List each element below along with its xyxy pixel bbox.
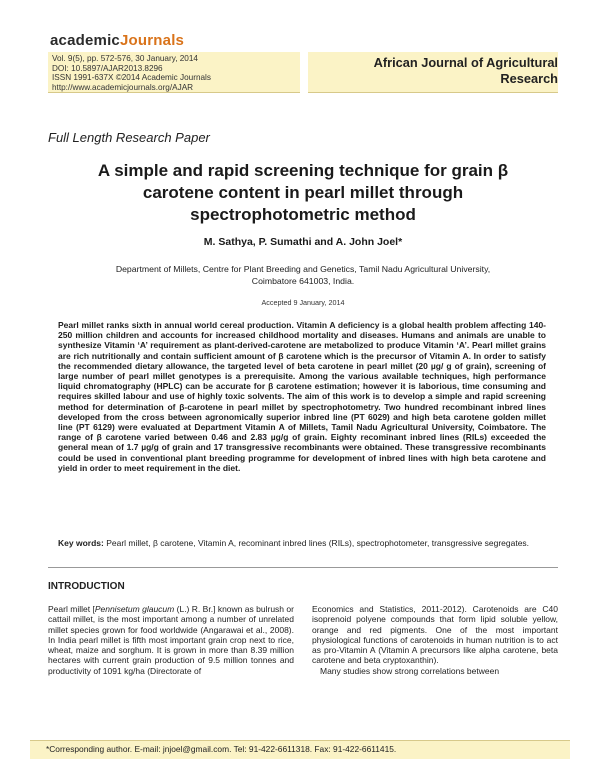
species-name: Pennisetum glaucum	[94, 604, 175, 614]
intro-column-right	[312, 604, 558, 676]
authors: M. Sathya, P. Sumathi and A. John Joel*	[203, 236, 403, 248]
publisher-logo	[50, 32, 184, 49]
keywords-label: Key words:	[58, 538, 104, 548]
intro-column-left	[48, 604, 294, 676]
logo-part-journals: Journals	[119, 32, 185, 49]
accepted-date: Accepted 9 January, 2014	[261, 298, 345, 307]
intro-paragraph: Economics and Statistics, 2011-2012). Carotenoids are C40 isoprenoid polyene compounds that form lipid soluble yellow, orange and red pigments. One of the most important physiological functions of carotenoids in human nutrition is to act as pro-Vitamin A (Vitamin A precursors like alpha carotene, beta carotene and beta cryptoxanthin).	[312, 604, 558, 666]
keywords	[58, 538, 546, 548]
logo-part-academic: academic	[50, 32, 120, 49]
affiliation-line: Department of Millets, Centre for Plant Breeding and Genetics, Tamil Nadu Agricultural University,	[115, 264, 491, 274]
doi-line: DOI: 10.5897/AJAR2013.8296	[52, 63, 163, 73]
affiliation	[70, 264, 536, 287]
section-divider	[48, 567, 558, 568]
title-line: A simple and rapid screening technique for grain β	[97, 161, 509, 180]
corresponding-author-footnote: *Corresponding author. E-mail: jnjoel@gmail.com. Tel: 91-422-6611318. Fax: 91-422-6611415.	[46, 744, 397, 754]
section-heading-introduction: INTRODUCTION	[48, 581, 125, 592]
journal-name-line2: Research	[500, 71, 558, 86]
title-line: spectrophotometric method	[190, 205, 416, 224]
paper-title	[48, 160, 558, 226]
issn-line: ISSN 1991-637X ©2014 Academic Journals	[52, 73, 211, 83]
intro-paragraph: Many studies show strong correlations between	[320, 665, 500, 676]
intro-text: (L.) R. Br.] known as bulrush or cattail millet, is the most important among a number of unrelated millet species grown for food worldwide (Angarawai et al., 2008). In India pearl millet is fifth most important grain crop next to rice, wheat, maize and sorghum. It is grown in more than 8.39 million hectares with current grain production of 9.5 million tonnes and productivity of 1091 kg/ha (Directorate of	[48, 604, 294, 676]
journal-name-line1: African Journal of Agricultural	[373, 55, 558, 70]
volume-line: Vol. 9(5), pp. 572-576, 30 January, 2014	[52, 54, 198, 63]
intro-text: Pearl millet [	[48, 604, 95, 614]
url-line: http://www.academicjournals.org/AJAR	[52, 82, 194, 92]
journal-name	[340, 55, 558, 87]
citation-meta	[52, 54, 211, 92]
keywords-text: Pearl millet, β carotene, Vitamin A, recominant inbred lines (RILs), spectrophotometer, transgressive segregates.	[103, 538, 530, 548]
abstract: Pearl millet ranks sixth in annual world cereal production. Vitamin A deficiency is a global health problem affecting 140-250 million children and accounts for increased childhood mortality and diseases. Humans and animals are unable to synthesize Vitamin ‘A’ requirement as plant-derived-carotene are metabolized to produce Vitamin ‘A’. Pearl millet grains are rich nutritionally and contain sufficient amount of β carotene which is the precursor of Vitamin A. In order to satisfy the recommended dietary allowance, the targeted level of beta carotene in pearl millet (20 µg/ g of grain), screening of large number of pearl millet genotypes is a prerequisite. Among the various available techniques, high performance liquid chromatography (HPLC) can be accurate for β carotene estimation; however it is laborious, time consuming and requires skilled labour and use of highly toxic solvents. The aim of this work is to develop a simple and rapid screening method for determination of β-carotene in pearl millet by spectrophotometry. Two hundred recombinant inbred lines developed from the cross between agronomically superior inbred line (PT 6029) and high beta carotene golden millet line (PT 6129) were evaluated at Department Vitamin A of Millets, Tamil Nadu Agricultural University, Coimbatore. The range of β carotene varied between 0.46 and 2.83 µg/g of grain. Eighty recominant inbred lines (RILs) exceeded the general mean of 1.7 µg/g of grain and 17 transgressive recombinants were obtained. These transgressive recombinants could be used in conventional plant breeding programme for development of inbred lines with high beta carotene and yield in order to meet requirement in the diet.	[58, 320, 546, 473]
intro-paragraph	[48, 604, 294, 676]
paper-type: Full Length Research Paper	[48, 130, 210, 145]
title-line: carotene content in pearl millet through	[142, 183, 464, 202]
affiliation-line: Coimbatore 641003, India.	[251, 275, 355, 286]
